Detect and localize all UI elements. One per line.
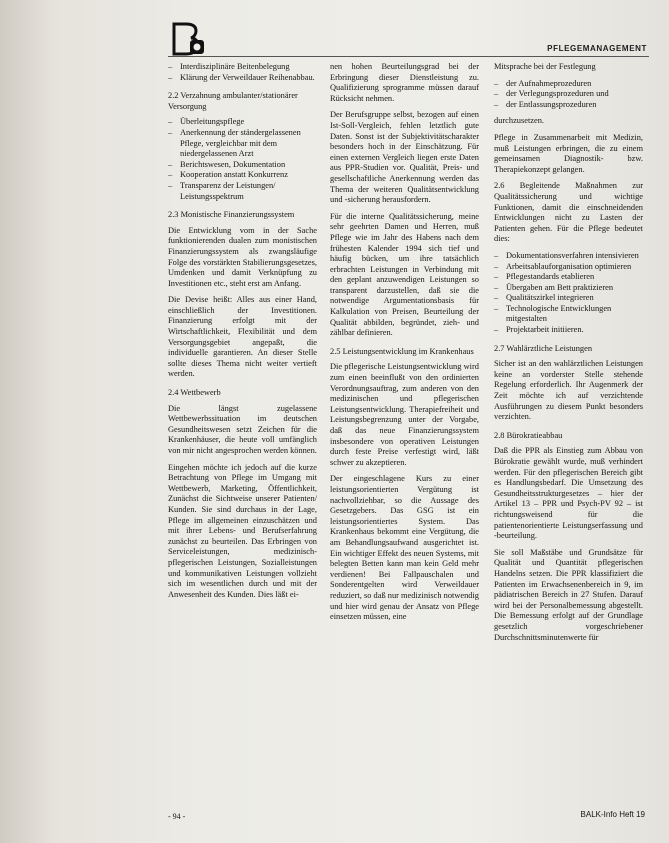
paragraph: 2.6 Begleitende Maßnahmen zur Qualitätssicherung und wichtige Funktionen, damit die einschneidenden Entwicklungen nicht zu Lasten der Patienten gehen. Für die Pflege bedeutet dies: xyxy=(494,181,643,244)
section-heading: 2.8 Bürokratieabbau xyxy=(494,430,563,440)
paragraph: Die pflegerische Leistungsentwicklung wird zum einen beeinflußt von den ordinierten Verordnungsauftrag, zum anderen von den medizinischen und pflegerischen Leistungsentwicklung. Therapiefreiheit und Leistungsbegrenzung unter der Vorgabe, daß das neue Finanzierungssystem insbesondere von operativen Leistungen durch feste Preise verfestigt wird, läßt schwer zu akzeptieren. xyxy=(330,362,479,467)
list-item: – Anerkennung der ständergelassenen Pflege, vergleichbar mit dem niedergelassenen Arzt xyxy=(168,128,317,160)
list-item: – Transparenz der Leistungen/ Leistungsspektrum xyxy=(168,181,317,202)
list-item: – der Aufnahmeprozeduren xyxy=(494,79,643,90)
bullet-list xyxy=(494,79,643,111)
list-item: – Überleitungspflege xyxy=(168,117,317,128)
paragraph: Die längst zugelassene Wettbewerbssituation im deutschen Gesundheitswesen setzt Zeichen für die Krankenhäuser, die heute voll umfänglich von mir nicht angesprochen werden können. xyxy=(168,403,317,455)
text-column-3 xyxy=(494,62,643,649)
paragraph: Sie soll Maßstäbe und Grundsätze für Qualität und Quantität pflegerischen Handelns setzen. Die PPR klassifiziert die Patienten im Erwachsenenbereich in 9, im pädiatrischen Bereich in 27 Stufen. Darauf wird bei der Personalbemessung abgestellt. Die Bemessung erfolgt auf der Grundlage gesetzlich vorgeschriebener Durchschnittsminutenwerte für xyxy=(494,547,643,642)
paragraph: Daß die PPR als Einstieg zum Abbau von Bürokratie gewählt wurde, muß verhindert werden. Für den pflegerischen Bereich gibt es Handlungsbedarf. Die Umsetzung des Gesundheitsstrukturgesetzes – hier der Artikel 13 – PPR und Psych-PV 92 – ist richtungsweisend für die patientenorientierte Leistungserfassung und -beurteilung. xyxy=(494,446,643,541)
list-item: – Arbeitsablauforganisation optimieren xyxy=(494,262,643,273)
section-heading: 2.4 Wettbewerb xyxy=(168,388,221,398)
paragraph: Eingehen möchte ich jedoch auf die kurze Betrachtung von Pflege im Umgang mit Wettbewerb, Marketing, Öffentlichkeit, Zunächst die Sichtweise unserer Patienten/ Kunden. Sie sind durchaus in der Lage, Pflege im allgemeinen einzuschätzen und mit ihrer Lebens- und Berufserfahrung zunächst zu beurteilen. Das Erbringen von Serviceleistungen, medizinisch-pflegerischen Leistungen, Sozialleistungen und kommunikativen Leistungen vollzieht sich im wesentlichen durch und mit der Anwesenheit des Kunden. Dies läßt ei- xyxy=(168,462,317,599)
paragraph: Der eingeschlagene Kurs zu einer leistungsorientierten Vergütung ist nachvollziehbar, so die Aussage des Gesetzgebers. Das GSG ist ein leistungsorientiertes System. Das Krankenhaus bekommt eine Vergütung, die am Behandlungsaufwand ausgerichtet ist. Ein wichtiger Effekt des neuen Systems, mit belegten Betten kann man kein Geld mehr verdienen! Bei Fallpauschalen und Sonderentgelten wird Verweildauer reduziert, so daß nur medizinisch notwendig und hier wird genau der Ansatz von Pflege einsetzen müssen, eine xyxy=(330,474,479,622)
list-item: – Übergaben am Bett praktizieren xyxy=(494,283,643,294)
list-item: – Interdisziplinäre Beitenbelegung xyxy=(168,62,317,73)
list-item: – der Entlassungsprozeduren xyxy=(494,100,643,111)
paragraph: durchzusetzen. xyxy=(494,116,544,126)
paragraph: Der Berufsgruppe selbst, bezogen auf einen Ist-Soll-Vergleich, fehlen letztlich gute Daten. Sonst ist der Subjektivitätscharakter besonders hoch in der Einschätzung. Für einen externen Vergleich liegen erste Daten aus PPR-Studien vor. Qualität, Preis- und gesellschaftliche Anerkennung werden das Thema der weiteren Qualitätsentwicklung und -sicherung herausfordern. xyxy=(330,110,479,205)
paragraph: Für die interne Qualitätssicherung, meine sehr geehrten Damen und Herren, muß Pflege wie im Jahr des Habens nach dem frühesten Kalender 1994 sich tief und häufig bücken, um ihre tatsächlich erbrachten Leistungen in Verbindung mit den geplant anzuwendigen Leistungen so transparent darzustellen, daß sie die notwendige Argumentationsbasis für Kalkulation von Preisen, Beurteilung der Qualität abbilden, begründet, zieh- und zählbar definieren. xyxy=(330,211,479,338)
list-item: – Pflegestandards etablieren xyxy=(494,272,643,283)
running-head: PFLEGEMANAGEMENT xyxy=(547,44,647,53)
paragraph: Mitsprache bei der Festlegung xyxy=(494,62,596,71)
bullet-list xyxy=(494,251,643,336)
publication-title: BALK-Info Heft 19 xyxy=(580,810,645,819)
section-heading: 2.3 Monistische Finanzierungssystem xyxy=(168,210,295,220)
text-column-1 xyxy=(168,62,317,606)
list-item: – Projektarbeit initiieren. xyxy=(494,325,643,336)
paragraph: Sicher ist an den wahlärztlichen Leistungen keine an vorderster Stelle stehende Regelung erforderlich. Ihr Augenmerk der Zeit möchte ich auf verzichtende Ausführungen zu diesem Punkt besonders verzichten. xyxy=(494,359,643,422)
text-column-2 xyxy=(330,62,479,629)
header-rule xyxy=(168,56,649,57)
list-item: – Berichtswesen, Dokumentation xyxy=(168,160,317,171)
list-item: – Klärung der Verweildauer Reihenabbau. xyxy=(168,73,317,84)
list-item: – Qualitätszirkel integrieren xyxy=(494,293,643,304)
page-number: - 94 - xyxy=(168,812,186,821)
section-heading: 2.5 Leistungsentwicklung im Krankenhaus xyxy=(330,346,474,356)
section-heading: 2.2 Verzahnung ambulanter/stationärer Versorgung xyxy=(168,91,298,111)
list-item: – der Verlegungsprozeduren und xyxy=(494,89,643,100)
section-heading: 2.7 Wahlärztliche Leistungen xyxy=(494,343,593,353)
paragraph: Die Entwicklung vom in der Sache funktionierenden dualen zum monistischen Finanzierungssystem als zwangsläufige Folge des vorstärkten Stabilierungsgesetzes, Umdenken und damit Verknüpfung zu Investitionen etc., steht erst am Anfang. xyxy=(168,225,317,288)
list-item: – Kooperation anstatt Konkurrenz xyxy=(168,170,317,181)
paragraph: Die Devise heißt: Alles aus einer Hand, einschließlich der Investitionen. Finanzierung erfolgt mit der Wirtschaftlichkeit, Flexibilität und dem Versorgungsgebiet angepaßt, die individuelle garantieren. An dieser Stelle sollte dieses Thema nicht weiter vertieft werden. xyxy=(168,295,317,379)
bullet-list xyxy=(168,117,317,202)
paragraph: Pflege in Zusammenarbeit mit Medizin, muß Leistungen erbringen, die zu einem gemeinsamen Diagnostik- bzw. Therapiekonzept gelangen. xyxy=(494,132,643,174)
list-item: – Technologische Entwicklungen mitgestalten xyxy=(494,304,643,325)
list-item: – Dokumentationsverfahren intensivieren xyxy=(494,251,643,262)
paragraph: nen hohen Beurteilungsgrad bei der Erbringung dieser Dienstleistung zu. Qualifizierung sprogramme müssen darauf Rücksicht nehmen. xyxy=(330,62,479,103)
bullet-list xyxy=(168,62,317,83)
balk-logo-icon xyxy=(168,20,208,60)
